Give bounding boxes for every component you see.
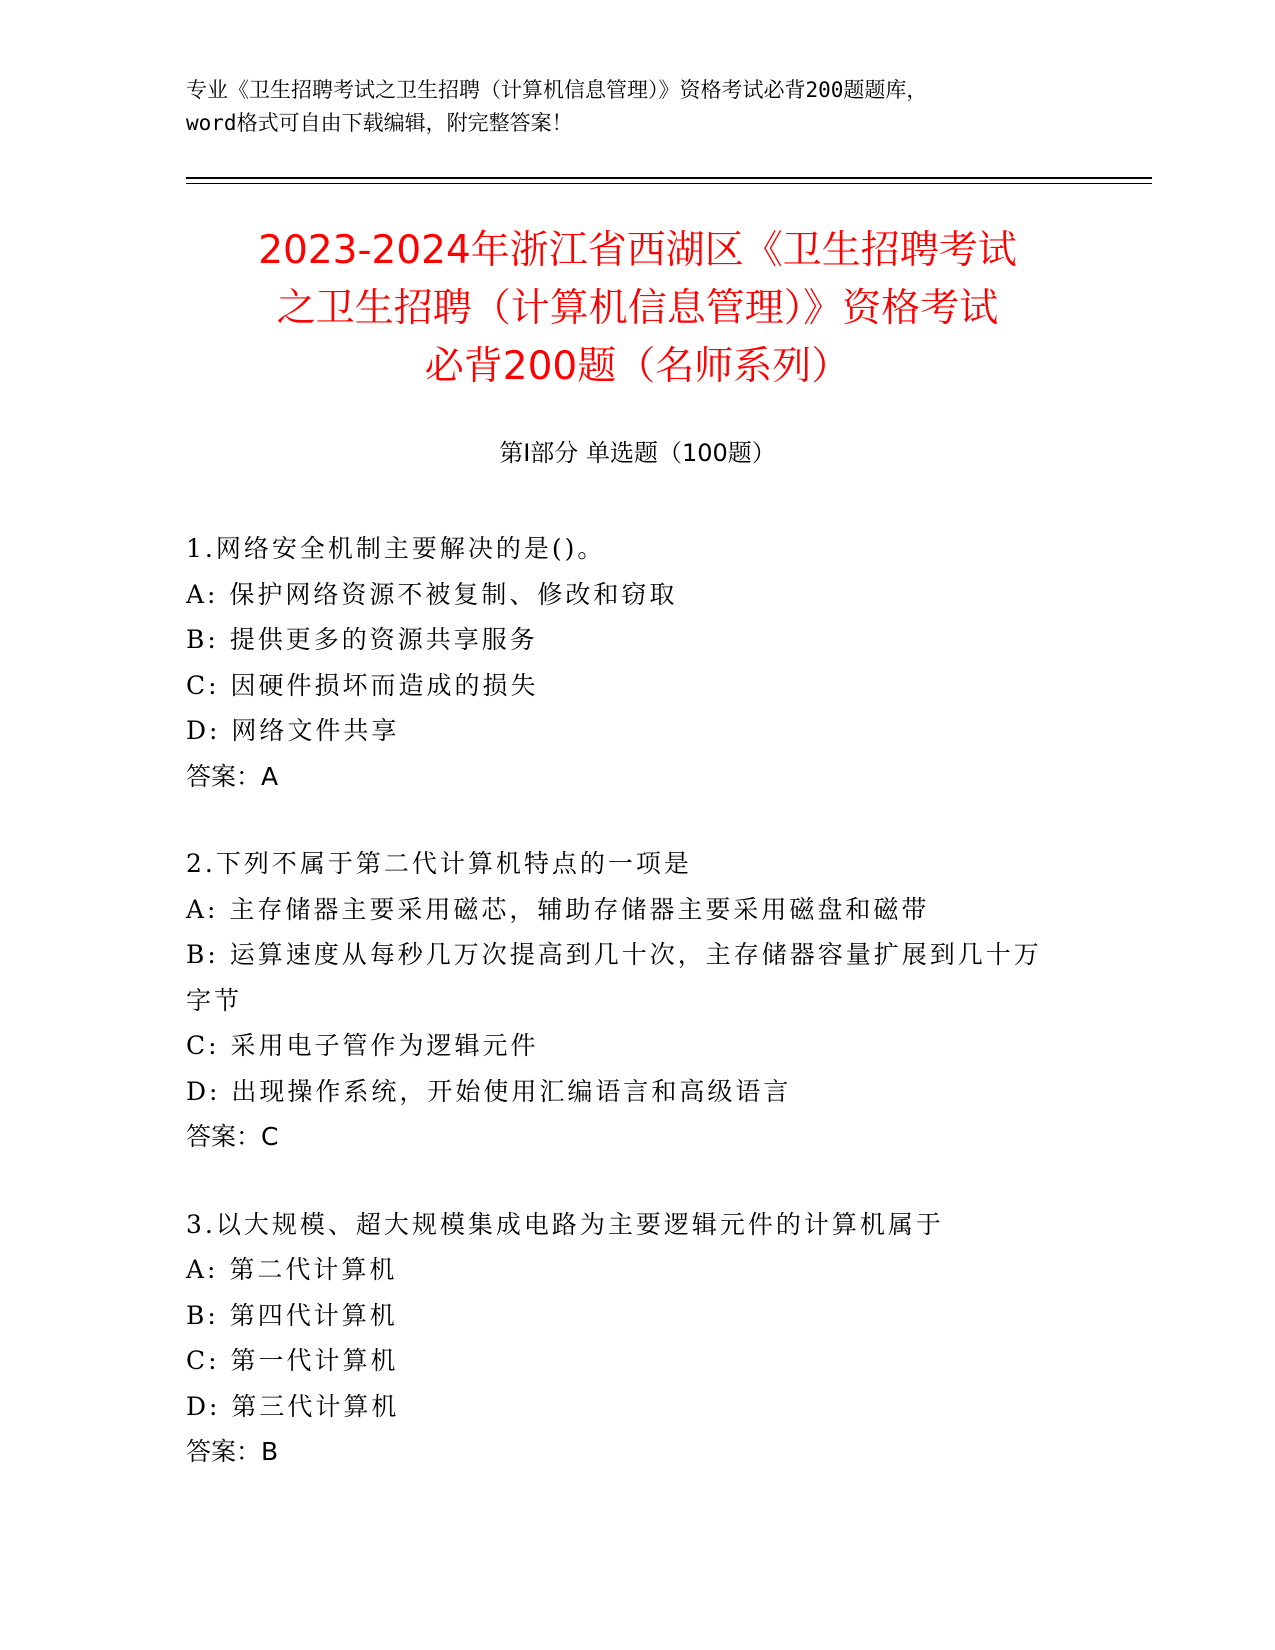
question-list	[186, 526, 1086, 1517]
question-option: C: 第一代计算机	[186, 1346, 399, 1375]
question-stem: 1.网络安全机制主要解决的是()。	[186, 534, 606, 563]
question-item	[186, 526, 1086, 799]
header-divider-thin	[186, 183, 1152, 184]
question-item	[186, 841, 1086, 1160]
title-line: 必背200题（名师系列）	[424, 344, 851, 389]
header-note-line: 专业《卫生招聘考试之卫生招聘（计算机信息管理）》资格考试必背200题题库，	[186, 78, 928, 102]
question-option: B: 运算速度从每秒几万次提高到几十次，主存储器容量扩展到几十万	[186, 940, 1042, 969]
header-note-line: word格式可自由下载编辑，附完整答案！	[186, 111, 573, 135]
section-heading: 第Ⅰ部分 单选题（100题）	[499, 439, 776, 467]
question-answer: 答案：A	[186, 761, 279, 791]
question-option: C: 因硬件损坏而造成的损失	[186, 670, 539, 700]
question-item	[186, 1202, 1086, 1475]
question-answer: 答案：B	[186, 1437, 279, 1466]
header-divider-thick	[186, 177, 1152, 179]
title-line: 之卫生招聘（计算机信息管理）》资格考试	[276, 286, 999, 331]
question-option: B: 第四代计算机	[186, 1300, 398, 1330]
question-stem: 2.下列不属于第二代计算机特点的一项是	[186, 849, 692, 878]
header-note	[186, 74, 1086, 140]
title-line: 2023-2024年浙江省西湖区《卫生招聘考试	[258, 228, 1017, 273]
question-option: D: 出现操作系统，开始使用汇编语言和高级语言	[186, 1076, 792, 1106]
question-option: A: 主存储器主要采用磁芯，辅助存储器主要采用磁盘和磁带	[186, 894, 930, 924]
question-option: D: 网络文件共享	[186, 716, 400, 745]
question-stem: 3.以大规模、超大规模集成电路为主要逻辑元件的计算机属于	[186, 1209, 944, 1239]
question-option: A: 保护网络资源不被复制、修改和窃取	[186, 579, 678, 609]
question-option: B: 提供更多的资源共享服务	[186, 625, 538, 654]
question-answer: 答案：C	[186, 1122, 279, 1151]
document-title	[150, 222, 1125, 396]
question-option: C: 采用电子管作为逻辑元件	[186, 1031, 539, 1060]
question-option-continuation: 字节	[186, 985, 243, 1015]
question-option: D: 第三代计算机	[186, 1391, 400, 1421]
question-option: A: 第二代计算机	[186, 1255, 398, 1284]
